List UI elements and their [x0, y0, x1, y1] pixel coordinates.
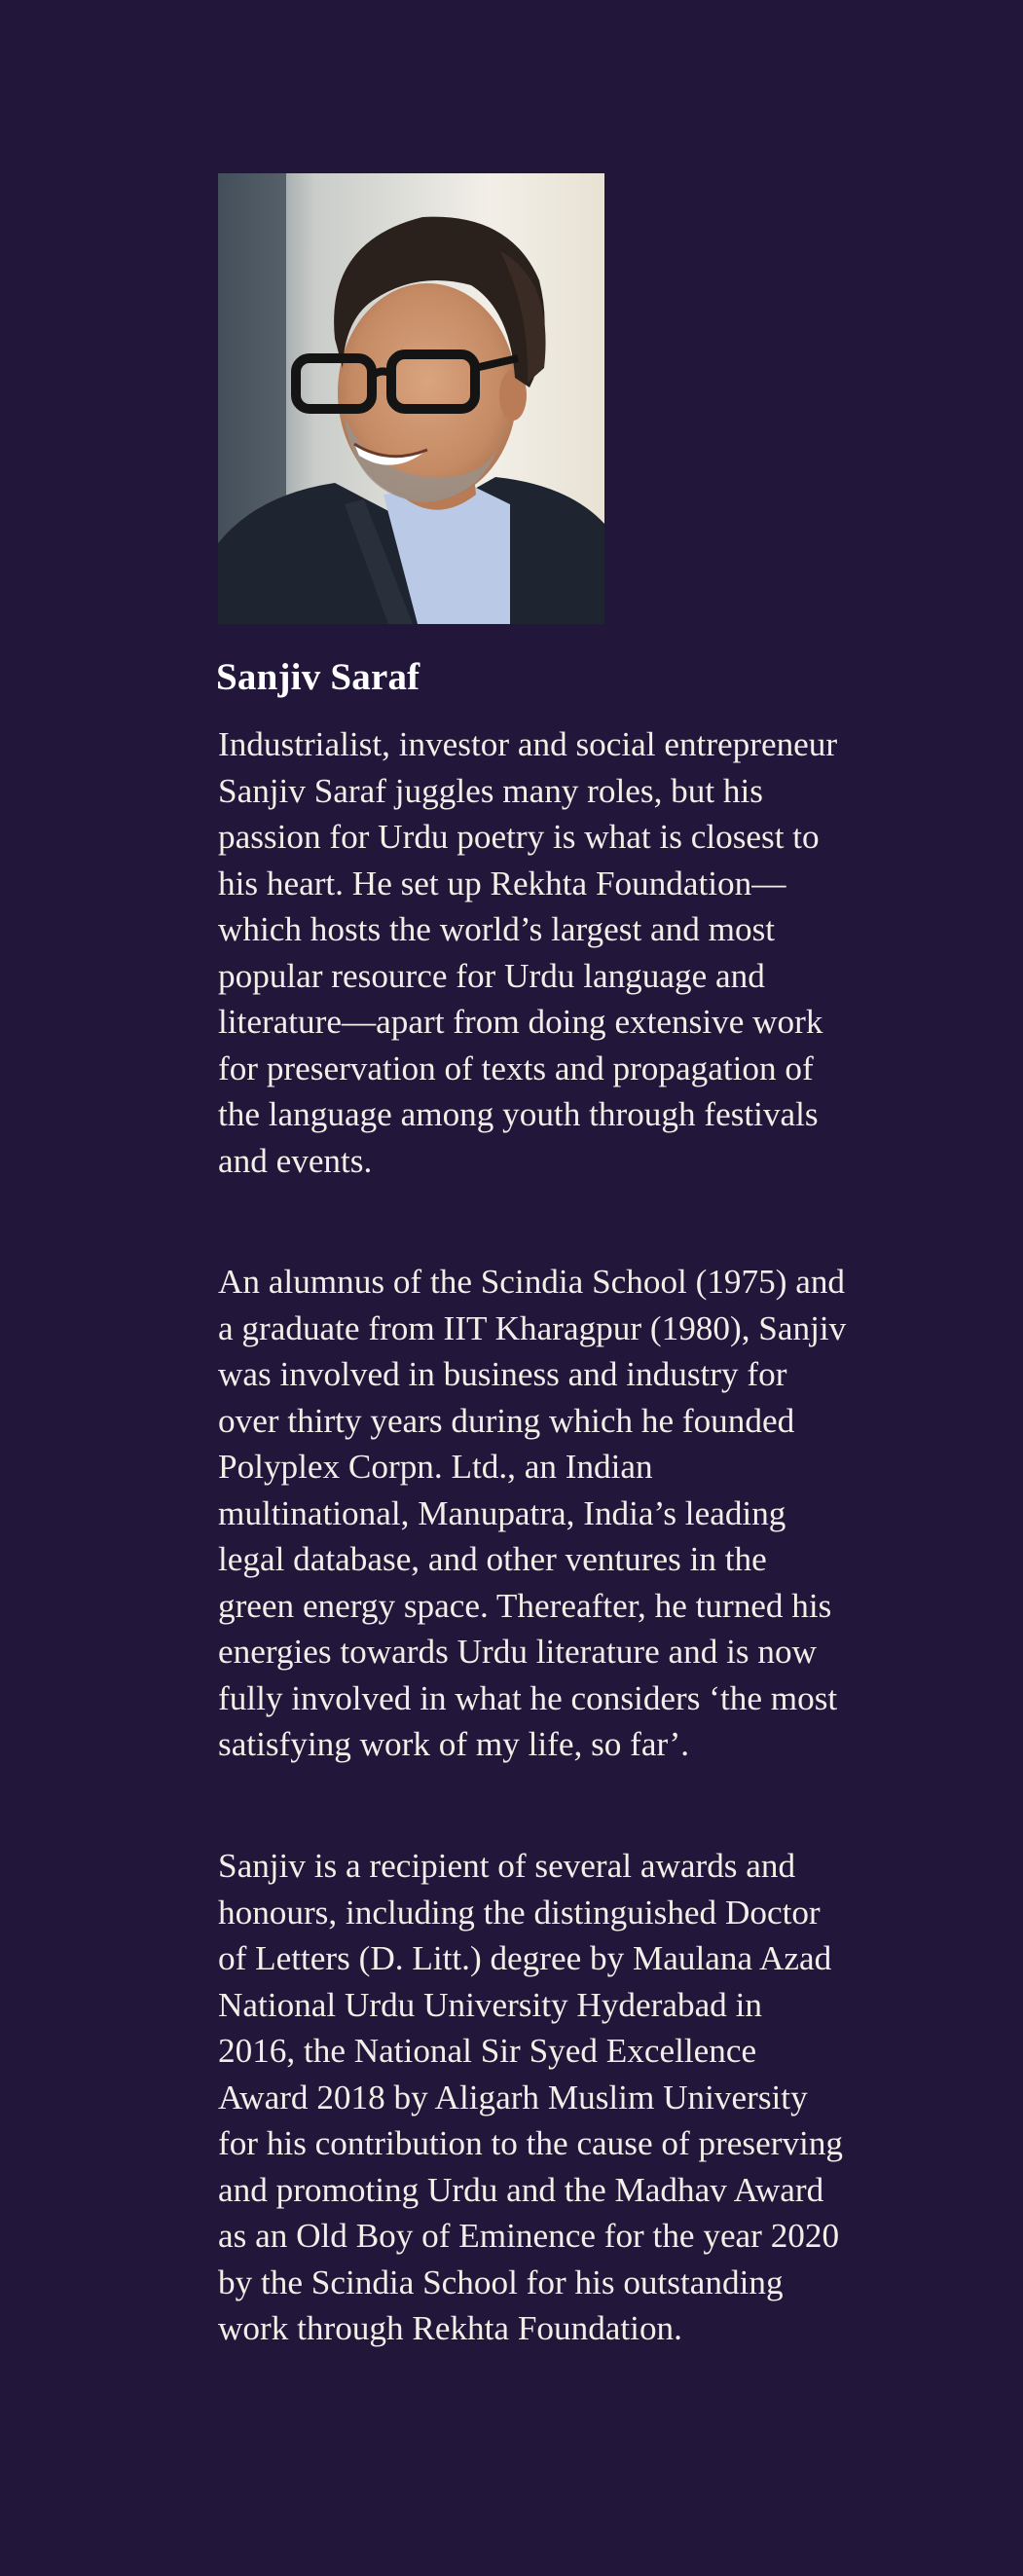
bio-paragraph-2: An alumnus of the Scindia School (1975) and a graduate from IIT Kharagpur (1980), Sanjiv was involved in business and industry for over thirty years during which he founded Polyplex Corpn. Ltd., an Indian multinational, Manupatra, India’s leading legal database, and other ventures in the green energy space. Thereafter, he turned his energies towards Urdu literature and is now fully involved in what he considers ‘the most satisfying work of my life, so far’.	[218, 1263, 847, 1763]
bio-paragraph-1: Industrialist, investor and social entrepreneur Sanjiv Saraf juggles many roles, but his passion for Urdu poetry is what is closest to his heart. He set up Rekhta Foundation—which hosts the world’s largest and most popular resource for Urdu language and literature—apart from doing extensive work for preservation of texts and propagation of the language among youth through festivals and events.	[218, 725, 838, 1180]
author-portrait-illustration	[218, 173, 604, 624]
author-name: Sanjiv Saraf	[216, 656, 420, 698]
author-photo	[218, 173, 604, 624]
bio-paragraph-3: Sanjiv is a recipient of several awards and honours, including the distinguished Doctor of Letters (D. Litt.) degree by Maulana Azad National Urdu University Hyderabad in 2016, the National Sir Syed Excellence Award 2018 by Aligarh Muslim University for his contribution to the cause of preserving and promoting Urdu and the Madhav Award as an Old Boy of Eminence for the year 2020 by the Scindia School for his outstanding work through Rekhta Foundation.	[218, 1847, 844, 2347]
